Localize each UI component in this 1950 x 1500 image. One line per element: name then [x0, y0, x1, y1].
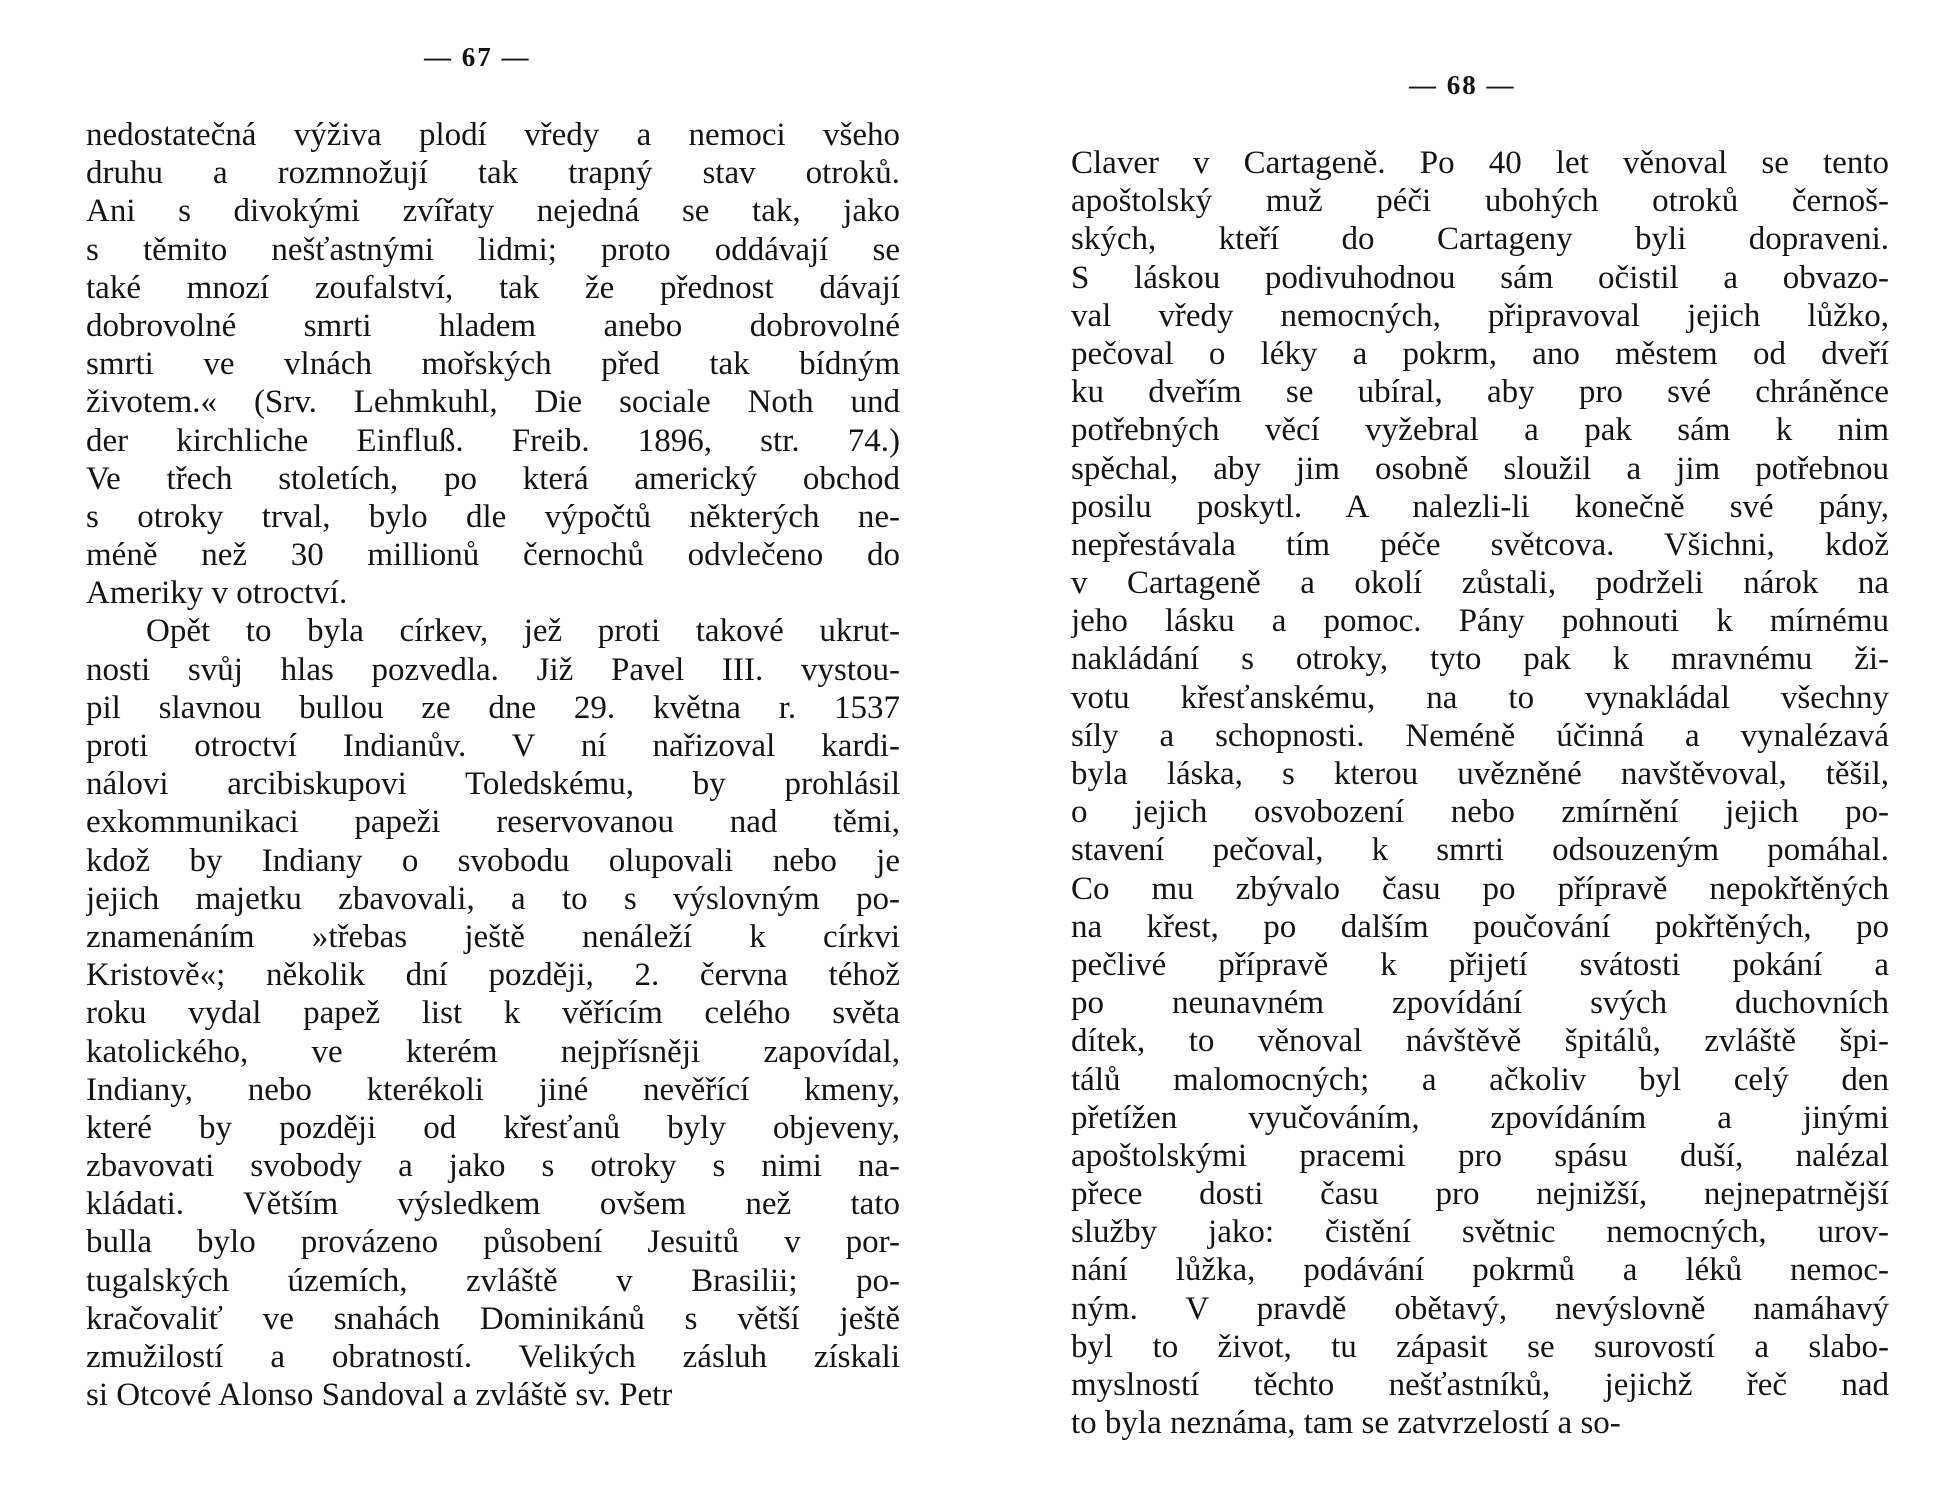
text-line: po neunavném zpovídání svých duchovních — [1071, 985, 1889, 1022]
text-line: pečoval o léky a pokrm, ano městem od dveří — [1071, 335, 1889, 372]
text-line: jeho lásku a pomoc. Pány pohnouti k mírnému — [1071, 603, 1889, 640]
text-line: kdož by Indiany o svobodu olupovali nebo je — [86, 842, 900, 879]
text-line: nakládání s otroky, tyto pak k mravnému ži- — [1071, 641, 1889, 678]
text-line: zmužilostí a obratností. Velikých zásluh získali — [86, 1339, 900, 1375]
text-line: to byla neznáma, tam se zatvrzelostí a so- — [1071, 1405, 1621, 1442]
text-line: ku dveřím se ubíral, aby pro své chráněnce — [1071, 374, 1889, 411]
text-line: si Otcové Alonso Sandoval a zvláště sv. Petr — [86, 1377, 673, 1414]
text-line: pečlivé přípravě k přijetí svátosti pokání a — [1071, 946, 1889, 983]
text-line: nepřestávala tím péče světcova. Všichni, kdož — [1071, 526, 1889, 563]
text-line: exkommunikaci papeži reservovanou nad těmi, — [86, 804, 900, 841]
text-line: Kristově«; několik dní později, 2. června téhož — [86, 957, 900, 994]
text-line: Claver v Cartageně. Po 40 let věnoval se tento — [1071, 145, 1889, 181]
text-line: ských, kteří do Cartageny byli dopraveni. — [1071, 221, 1889, 258]
text-line: síly a schopnosti. Neméně účinná a vynalézavá — [1071, 717, 1889, 754]
text-line: Opět to byla církev, jež proti takové ukrut- — [146, 613, 900, 650]
text-line: nosti svůj hlas pozvedla. Již Pavel III. vystou- — [86, 651, 900, 688]
text-line: val vředy nemocných, připravoval jejich lůžko, — [1071, 297, 1889, 334]
text-line: proti otroctví Indianův. V ní nařizoval kardi- — [86, 728, 900, 764]
text-line: stavení pečoval, k smrti odsouzeným pomáhal. — [1071, 832, 1889, 869]
text-line: bulla bylo provázeno působení Jesuitů v por- — [86, 1224, 900, 1261]
text-line: přece dosti času pro nejnižší, nejnepatrnější — [1071, 1176, 1889, 1213]
text-line: byl to život, tu zápasit se surovostí a slabo- — [1071, 1328, 1889, 1365]
text-line: také mnozí zoufalství, tak že přednost dávají — [86, 269, 900, 306]
text-line: znamenáním »třebas ještě nenáleží k církvi — [86, 918, 900, 955]
text-line: votu křesťanskému, na to vynakládal všechny — [1071, 679, 1889, 716]
text-line: zbavovati svobody a jako s otroky s nimi na- — [86, 1148, 900, 1185]
text-line: nálovi arcibiskupovi Toledskému, by prohlásil — [86, 766, 900, 803]
text-line: myslností těchto nešťastníků, jejichž řeč nad — [1071, 1367, 1889, 1403]
text-line: Ameriky v otroctví. — [86, 575, 348, 612]
page-number: — 68 — — [1409, 70, 1516, 100]
text-line: které by později od křesťanů byly objeveny, — [86, 1109, 900, 1146]
text-line: byla láska, s kterou uvězněné navštěvoval, těšil, — [1071, 756, 1889, 792]
text-line: spěchal, aby jim osobně sloužil a jim potřebnou — [1071, 450, 1889, 487]
text-line: jejich majetku zbavovali, a to s výslovným po- — [86, 880, 900, 917]
right-page — [975, 0, 1950, 1500]
text-line: katolického, ve kterém nejpřísněji zapovídal, — [86, 1033, 900, 1070]
text-line: potřebných věcí vyžebral a pak sám k nim — [1071, 412, 1889, 449]
text-line: S láskou podivuhodnou sám očistil a obvazo- — [1071, 259, 1889, 296]
text-line: na křest, po dalším poučování pokřtěných, po — [1071, 908, 1889, 945]
text-line: ným. V pravdě obětavý, nevýslovně namáhavý — [1071, 1290, 1889, 1327]
text-line: v Cartageně a okolí zůstali, podrželi nárok na — [1071, 565, 1889, 602]
text-line: s těmito nešťastnými lidmi; proto oddávají se — [86, 231, 900, 268]
text-line: s otroky trval, bylo dle výpočtů některých ne- — [86, 498, 900, 535]
text-line: apoštolskými pracemi pro spásu duší, nalézal — [1071, 1137, 1889, 1174]
text-line: tálů malomocných; a ačkoliv byl celý den — [1071, 1061, 1889, 1098]
text-line: životem.« (Srv. Lehmkuhl, Die sociale Noth und — [86, 384, 900, 421]
text-line: roku vydal papež list k věřícím celého světa — [86, 995, 900, 1032]
text-line: přetížen vyučováním, zpovídáním a jinými — [1071, 1099, 1889, 1136]
page-number: — 67 — — [424, 42, 531, 72]
text-line: posilu poskytl. A nalezli-li konečně své pány, — [1071, 488, 1889, 525]
text-line: smrti ve vlnách mořských před tak bídným — [86, 346, 900, 383]
page-text — [86, 116, 900, 1414]
text-line: dobrovolné smrti hladem anebo dobrovolné — [86, 307, 900, 344]
text-line: méně než 30 millionů černochů odvlečeno do — [86, 537, 900, 574]
text-line: kládati. Větším výsledkem ovšem než tato — [86, 1186, 900, 1223]
text-line: apoštolský muž péči ubohých otroků černoš- — [1071, 183, 1889, 220]
text-line: kračovaliť ve snahách Dominikánů s větší ještě — [86, 1300, 900, 1337]
text-line: dítek, to věnoval návštěvě špitálů, zvláště špi- — [1071, 1023, 1889, 1060]
text-line: Ve třech stoletích, po která americký obchod — [86, 460, 900, 497]
text-line: der kirchliche Einfluß. Freib. 1896, str. 74.) — [86, 422, 900, 459]
text-line: Indiany, nebo kterékoli jiné nevěřící kmeny, — [86, 1071, 900, 1108]
text-line: Co mu zbývalo času po přípravě nepokřtěných — [1071, 870, 1889, 907]
text-line: tugalských územích, zvláště v Brasilii; po- — [86, 1262, 900, 1299]
text-line: pil slavnou bullou ze dne 29. května r. 1537 — [86, 689, 900, 726]
text-line: nání lůžka, podávání pokrmů a léků nemoc- — [1071, 1252, 1889, 1289]
text-line: druhu a rozmnožují tak trapný stav otroků. — [86, 155, 900, 192]
page-text — [1071, 144, 1889, 1442]
text-line: o jejich osvobození nebo zmírnění jejich po- — [1071, 794, 1889, 831]
text-line: služby jako: čistění světnic nemocných, urov- — [1071, 1214, 1889, 1251]
text-line: Ani s divokými zvířaty nejedná se tak, jako — [86, 193, 900, 230]
text-line: nedostatečná výživa plodí vředy a nemoci všeho — [86, 117, 900, 153]
